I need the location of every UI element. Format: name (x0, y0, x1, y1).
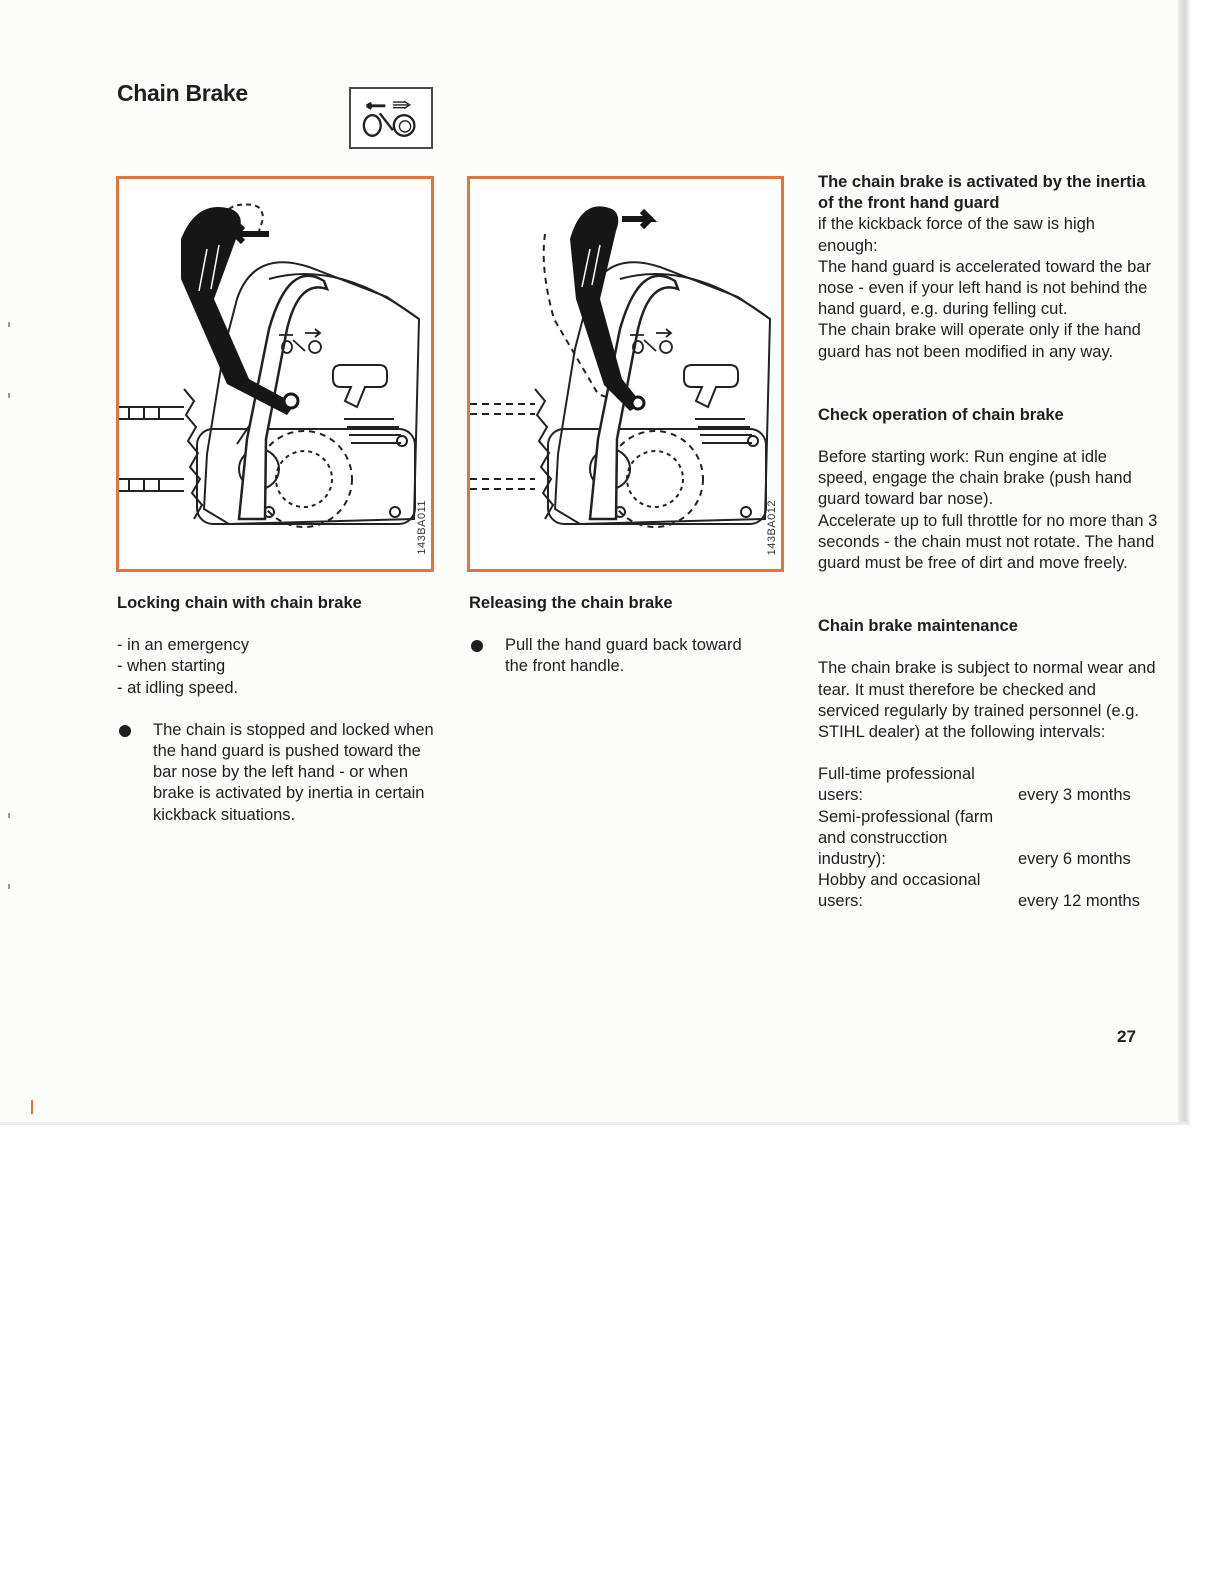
section-heading: Releasing the chain brake (469, 594, 673, 612)
section-heading: Locking chain with chain brake (117, 594, 362, 612)
section-releasing-brake (469, 593, 769, 678)
section-locking-chain (117, 593, 437, 826)
table-row (818, 764, 1140, 806)
paragraph: The hand guard is accelerated toward the bar nose - even if your left hand is not behind the hand guard, e.g. during felling cut. (818, 257, 1151, 319)
list-item: - in an emergency (117, 636, 250, 655)
chainsaw-brake-engage-illustration (119, 179, 431, 569)
bullet-text: The chain is stopped and locked when the hand guard is pushed toward the bar nose by the left hand - or when brake is activated by inertia in certain kickback situations. (153, 720, 434, 824)
figure-release-chain-brake (467, 176, 784, 572)
bullet-item (117, 720, 437, 826)
scan-mark (31, 1100, 33, 1114)
page-binding-edge (1178, 0, 1190, 1125)
interval: every 6 months (1018, 850, 1131, 869)
scan-mark (8, 884, 10, 889)
section-heading: Check operation of chain brake (818, 405, 1064, 424)
scan-mark (8, 813, 10, 818)
paragraph: The chain brake is subject to normal wear and tear. It must therefore be checked and serviced regularly by trained personnel (e.g. STIHL dealer) at the following intervals: (818, 659, 1156, 742)
section-heading: The chain brake is activated by the inertia of the front hand guard (818, 173, 1146, 213)
page-number: 27 (1117, 1027, 1136, 1046)
list-item: - when starting (117, 657, 226, 676)
user-type: Hobby and occasional users: (818, 871, 981, 911)
bullet-text: Pull the hand guard back toward the front handle. (505, 636, 742, 676)
figure-code: 143BA011 (416, 500, 428, 555)
page-bottom-edge (0, 1122, 1190, 1125)
paragraph: The chain brake will operate only if the hand guard has not been modified in any way. (818, 321, 1141, 361)
scan-mark (8, 393, 10, 398)
bullet-item (469, 635, 769, 677)
figure-lock-chain-brake (116, 176, 434, 572)
bullet-dot-icon (119, 725, 131, 737)
interval: every 12 months (1018, 892, 1140, 911)
table-row (818, 870, 1140, 912)
page-title: Chain Brake (117, 80, 248, 106)
list-item: - at idling speed. (117, 678, 239, 697)
user-type: Full-time professional users: (818, 765, 975, 805)
chainsaw-brake-release-illustration (470, 179, 781, 569)
figure-code: 143BA012 (766, 499, 778, 555)
user-type: Semi-professional (farm and construcction industry): (818, 807, 994, 869)
chain-brake-symbol-icon (349, 87, 433, 149)
paragraph: Before starting work: Run engine at idle speed, engage the chain brake (push hand guard toward bar nose). (818, 448, 1132, 509)
paragraph: Accelerate up to full throttle for no more than 3 seconds - the chain must not rotate. The hand guard must be free of dirt and move freely. (818, 511, 1158, 573)
scan-mark (8, 322, 10, 327)
interval: every 3 months (1018, 786, 1131, 805)
bullet-dot-icon (471, 640, 483, 652)
table-row (818, 807, 1140, 871)
paragraph: if the kickback force of the saw is high enough: (818, 215, 1095, 255)
maintenance-interval-table (818, 764, 1140, 912)
section-brake-info (818, 172, 1158, 913)
section-heading: Chain brake maintenance (818, 617, 1018, 636)
